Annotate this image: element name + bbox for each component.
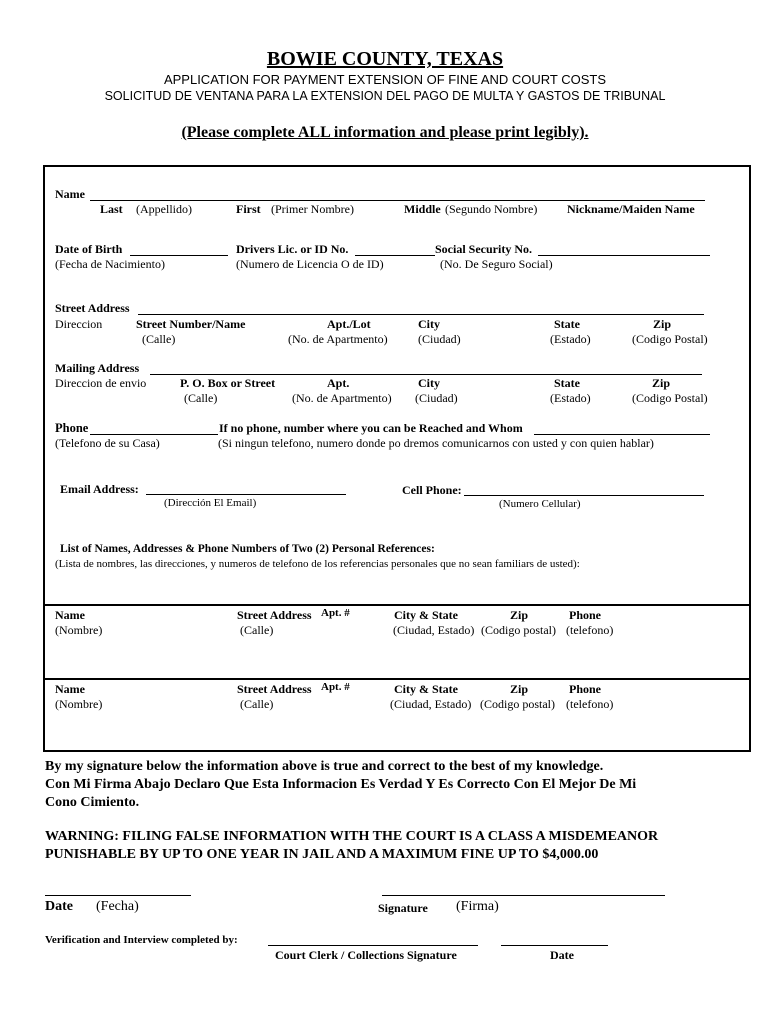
ref1-city-label: City & State	[394, 608, 458, 622]
clerk-signature-label: Court Clerk / Collections Signature	[275, 948, 457, 962]
middle-label: Middle	[404, 202, 441, 216]
phone-label: Phone	[55, 421, 89, 435]
ref1-zip-label-es: (Codigo postal)	[481, 623, 556, 637]
declaration-english: By my signature below the information above is true and correct to the best of my knowledge.	[45, 759, 604, 774]
zip-label-es: (Codigo Postal)	[632, 332, 708, 346]
ref2-apt-label: Apt. #	[321, 681, 350, 693]
name-label: Name	[55, 187, 85, 201]
first-label: First	[236, 202, 261, 216]
ref2-street-label: Street Address	[237, 682, 312, 696]
ref2-city-label: City & State	[394, 682, 458, 696]
city-label-es: (Ciudad)	[418, 332, 461, 346]
street-number-label-es: (Calle)	[142, 332, 176, 346]
ssn-input-line[interactable]	[538, 255, 710, 256]
ref1-street-label: Street Address	[237, 608, 312, 622]
subtitle-spanish: SOLICITUD DE VENTANA PARA LA EXTENSION DEL PAGO DE MULTA Y GASTOS DE TRIBUNAL	[104, 89, 666, 103]
ssn-label: Social Security No.	[435, 242, 532, 256]
street-address-input-line[interactable]	[138, 314, 704, 315]
middle-label-es: (Segundo Nombre)	[445, 202, 538, 216]
ref1-city-label-es: (Ciudad, Estado)	[393, 623, 475, 637]
instructions: (Please complete ALL information and please print legibly).	[181, 124, 589, 141]
ref2-city-label-es: (Ciudad, Estado)	[390, 697, 472, 711]
apt-lot-label: Apt./Lot	[327, 317, 371, 331]
signature-input-line[interactable]	[382, 895, 665, 896]
email-label: Email Address:	[60, 482, 139, 496]
cell-phone-label-es: (Numero Cellular)	[499, 498, 581, 510]
dob-label: Date of Birth	[55, 242, 123, 256]
declaration-spanish-2: Cono Cimiento.	[45, 795, 140, 810]
mailing-zip-label: Zip	[652, 376, 671, 390]
ref1-name-label-es: (Nombre)	[55, 623, 103, 637]
mailing-address-input-line[interactable]	[150, 374, 702, 375]
ref1-zip-label: Zip	[510, 608, 529, 622]
alt-phone-input-line[interactable]	[534, 434, 710, 435]
warning-line-1: WARNING: FILING FALSE INFORMATION WITH THE COURT IS A CLASS A MISDEMEANOR	[45, 829, 659, 844]
state-label-es: (Estado)	[550, 332, 591, 346]
ref1-street-label-es: (Calle)	[240, 623, 274, 637]
mailing-apt-label-es: (No. de Apartmento)	[292, 391, 392, 405]
state-label: State	[554, 317, 580, 331]
mailing-zip-label-es: (Codigo Postal)	[632, 391, 708, 405]
phone-label-es: (Telefono de su Casa)	[55, 436, 160, 450]
clerk-date-label: Date	[550, 948, 574, 962]
city-label: City	[418, 317, 440, 331]
ref2-phone-label: Phone	[569, 682, 602, 696]
po-box-label: P. O. Box or Street	[180, 376, 276, 390]
reference-2-divider	[43, 678, 749, 680]
form-box	[43, 165, 751, 752]
last-label: Last	[100, 202, 123, 216]
ref1-phone-label-es: (telefono)	[566, 623, 614, 637]
dob-label-es: (Fecha de Nacimiento)	[55, 257, 165, 271]
ref1-name-label: Name	[55, 608, 85, 622]
ref2-name-label-es: (Nombre)	[55, 697, 103, 711]
mailing-address-label-es: Direccion de envio	[55, 376, 147, 390]
phone-input-line[interactable]	[90, 434, 218, 435]
references-title: List of Names, Addresses & Phone Numbers of Two (2) Personal References:	[60, 543, 435, 555]
dl-label: Drivers Lic. or ID No.	[236, 242, 349, 256]
signature-label-es: (Firma)	[456, 899, 499, 914]
cell-phone-label: Cell Phone:	[402, 483, 462, 497]
email-label-es: (Dirección El Email)	[164, 497, 257, 509]
date-label: Date	[45, 899, 73, 914]
first-label-es: (Primer Nombre)	[271, 202, 354, 216]
street-address-label-es: Direccion	[55, 317, 103, 331]
mailing-city-label-es: (Ciudad)	[415, 391, 458, 405]
dob-input-line[interactable]	[130, 255, 228, 256]
reference-1-divider	[43, 604, 749, 606]
ssn-label-es: (No. De Seguro Social)	[440, 257, 553, 271]
mailing-state-label-es: (Estado)	[550, 391, 591, 405]
mailing-address-label: Mailing Address	[55, 361, 140, 375]
warning-line-2: PUNISHABLE BY UP TO ONE YEAR IN JAIL AND A MAXIMUM FINE UP TO $4,000.00	[45, 847, 599, 862]
ref1-phone-label: Phone	[569, 608, 602, 622]
ref2-name-label: Name	[55, 682, 85, 696]
clerk-signature-line[interactable]	[268, 945, 478, 946]
email-input-line[interactable]	[146, 494, 346, 495]
ref2-zip-label-es: (Codigo postal)	[480, 697, 555, 711]
mailing-city-label: City	[418, 376, 440, 390]
street-number-label: Street Number/Name	[136, 317, 246, 331]
zip-label: Zip	[653, 317, 672, 331]
street-address-label: Street Address	[55, 301, 130, 315]
name-input-line[interactable]	[90, 200, 705, 201]
dl-input-line[interactable]	[355, 255, 435, 256]
references-title-es: (Lista de nombres, las direcciones, y numeros de telefono de los referencias personales que no sean familiars de usted):	[55, 558, 580, 570]
last-label-es: (Appellido)	[136, 202, 192, 216]
clerk-date-line[interactable]	[501, 945, 608, 946]
ref2-zip-label: Zip	[510, 682, 529, 696]
page-title: BOWIE COUNTY, TEXAS	[266, 48, 504, 70]
po-box-label-es: (Calle)	[184, 391, 218, 405]
apt-lot-label-es: (No. de Apartmento)	[288, 332, 388, 346]
mailing-apt-label: Apt.	[327, 376, 350, 390]
ref2-street-label-es: (Calle)	[240, 697, 274, 711]
ref1-apt-label: Apt. #	[321, 607, 350, 619]
ref2-phone-label-es: (telefono)	[566, 697, 614, 711]
signature-label: Signature	[378, 901, 428, 915]
subtitle-english: APPLICATION FOR PAYMENT EXTENSION OF FINE AND COURT COSTS	[163, 72, 607, 87]
date-label-es: (Fecha)	[96, 899, 139, 914]
date-input-line[interactable]	[45, 895, 191, 896]
declaration-spanish-1: Con Mi Firma Abajo Declaro Que Esta Informacion Es Verdad Y Es Correcto Con El Mejor De Mi	[45, 777, 637, 792]
dl-label-es: (Numero de Licencia O de ID)	[236, 257, 384, 271]
mailing-state-label: State	[554, 376, 580, 390]
alt-phone-label-es: (Si ningun telefono, numero donde po dremos comunicarnos con usted y con quien hablar)	[218, 436, 654, 450]
alt-phone-label: If no phone, number where you can be Reached and Whom	[219, 421, 523, 435]
nickname-label: Nickname/Maiden Name	[567, 202, 695, 216]
cell-phone-input-line[interactable]	[464, 495, 704, 496]
verification-label: Verification and Interview completed by:	[45, 934, 238, 946]
